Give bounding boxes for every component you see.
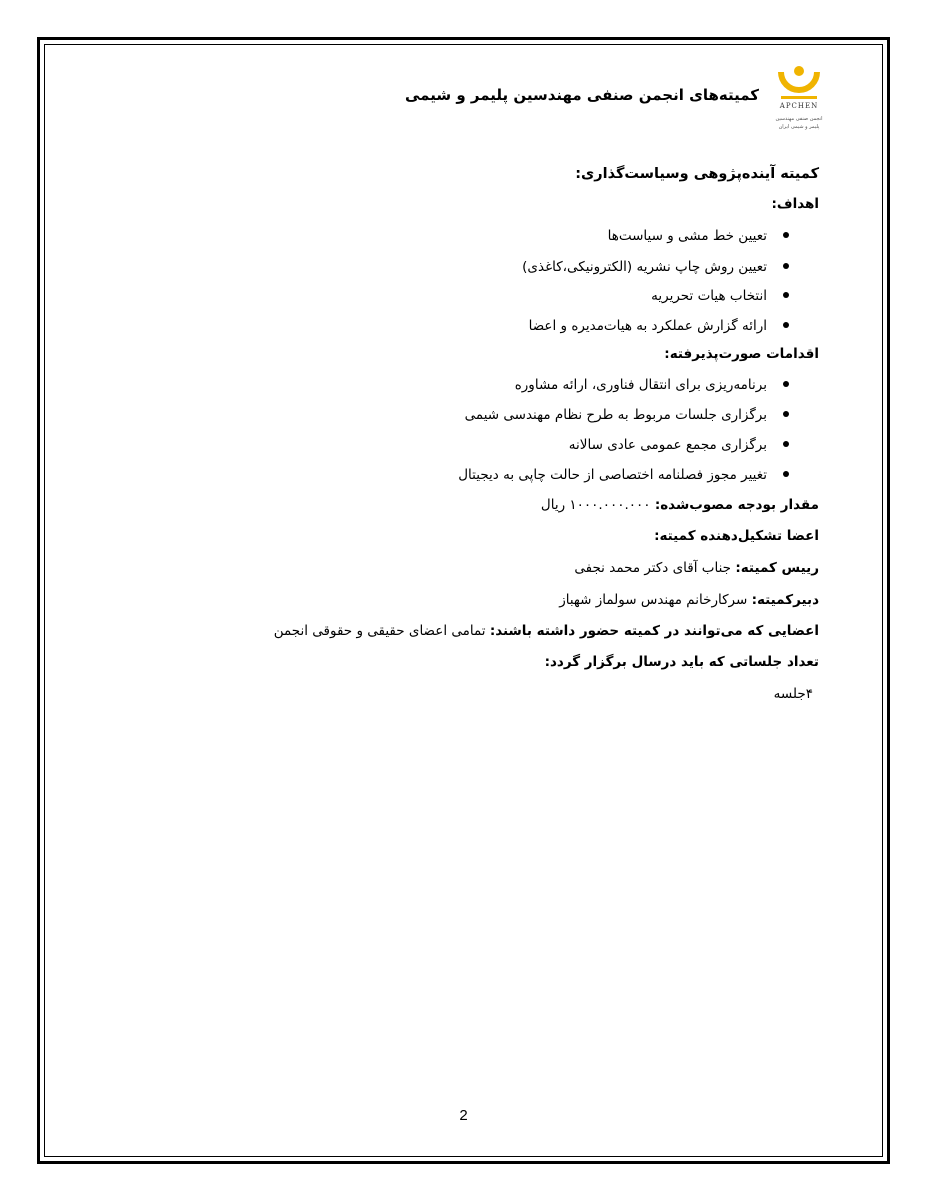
goal-item: تعیین روش چاپ نشریه (الکترونیکی،کاغذی) — [522, 259, 789, 275]
bullet-icon — [783, 263, 789, 269]
bullet-icon — [783, 232, 789, 238]
goal-item: ارائه گزارش عملکرد به هیات‌مدیره و اعضا — [529, 318, 789, 334]
chair-label: رییس کمیته: — [735, 560, 819, 576]
svg-text:انجمن صنفی مهندسین: انجمن صنفی مهندسین — [775, 116, 823, 122]
attendees-value: تمامی اعضای حقیقی و حقوقی انجمن — [273, 623, 486, 639]
members-heading: اعضا تشکیل‌دهنده کمیته: — [654, 528, 819, 544]
bullet-icon — [783, 411, 789, 417]
chair-value: جناب آقای دکتر محمد نجفی — [574, 560, 732, 576]
secretary-value: سرکارخانم مهندس سولماز شهباز — [559, 592, 748, 608]
page-number: 2 — [459, 1107, 468, 1124]
svg-text:APCHEN: APCHEN — [779, 102, 819, 110]
apchen-logo — [771, 58, 827, 138]
action-item: برگزاری مجمع عمومی عادی سالانه — [569, 437, 789, 453]
chair-line — [574, 560, 819, 576]
bullet-icon — [783, 471, 789, 477]
committee-title: کمیته آینده‌پژوهی وسیاست‌گذاری: — [575, 166, 819, 182]
budget-value: ۱۰۰۰.۰۰۰.۰۰۰ ریال — [540, 497, 651, 513]
sessions-value: ۴جلسه — [773, 686, 813, 702]
bullet-icon — [783, 441, 789, 447]
attendees-line — [274, 623, 819, 639]
svg-text:پلیمر و شیمی ایران: پلیمر و شیمی ایران — [778, 124, 820, 130]
goal-item: تعیین خط مشی و سیاست‌ها — [608, 228, 789, 244]
sessions-heading: تعداد جلساتی که باید درسال برگزار گردد: — [544, 654, 819, 670]
budget-label: مقدار بودجه مصوب‌شده: — [654, 497, 819, 513]
action-item: برگزاری جلسات مربوط به طرح نظام مهندسی شیمی — [465, 407, 789, 423]
bullet-icon — [783, 292, 789, 298]
bullet-icon — [783, 322, 789, 328]
document-header — [399, 58, 823, 138]
goals-heading: اهداف: — [771, 196, 819, 212]
header-title: کمیته‌های انجمن صنفی مهندسین پلیمر و شیمی — [404, 86, 759, 104]
secretary-line — [559, 592, 819, 608]
goal-item: انتخاب هیات تحریریه — [651, 288, 789, 304]
budget-line — [541, 497, 819, 513]
action-item: تغییر مجوز فصلنامه اختصاصی از حالت چاپی به دیجیتال — [458, 467, 789, 483]
bullet-icon — [783, 381, 789, 387]
attendees-label: اعضایی که می‌توانند در کمیته حضور داشته باشند: — [489, 623, 819, 639]
action-item: برنامه‌ریزی برای انتقال فناوری، ارائه مشاوره — [515, 377, 789, 393]
document-body — [60, 0, 823, 1200]
actions-heading: اقدامات صورت‌پذیرفته: — [664, 346, 819, 362]
secretary-label: دبیرکمیته: — [751, 592, 819, 608]
